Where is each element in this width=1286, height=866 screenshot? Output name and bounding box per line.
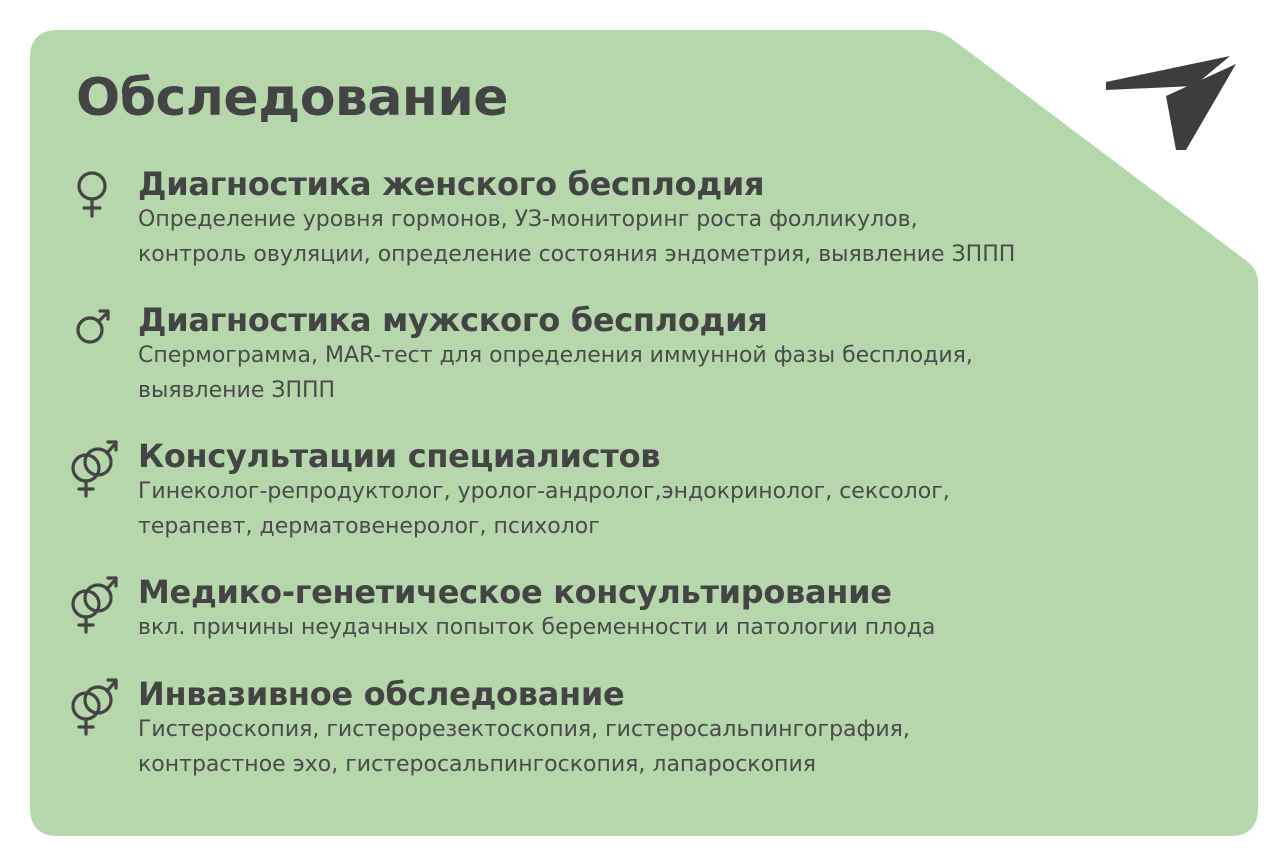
male-symbol-icon (66, 302, 122, 366)
paper-plane-logo-icon (1104, 56, 1236, 150)
interlocked-gender-icon (66, 676, 122, 740)
item-heading: Диагностика мужского бесплодия (138, 301, 768, 339)
page-title: Обследование (76, 68, 509, 128)
item-heading: Медико-генетическое консультирование (138, 573, 892, 611)
item-heading: Консультации специалистов (138, 437, 661, 475)
item-heading: Инвазивное обследование (138, 675, 625, 713)
item-description: Спермограмма, MAR-тест для определения иммунной фазы бесплодия, выявление ЗППП (138, 343, 973, 403)
item-description: Гинеколог-репродуктолог, уролог-андролог,эндокринолог, сексолог, терапевт, дерматовенеролог, психолог (138, 479, 950, 539)
interlocked-gender-icon (66, 438, 122, 502)
item-heading: Диагностика женского бесплодия (138, 165, 765, 203)
item-description: вкл. причины неудачных попыток беременности и патологии плода (138, 615, 936, 640)
item-description: Гистероскопия, гистерорезектоскопия, гистеросальпингография, контрастное эхо, гистеросальпингоскопия, лапароскопия (138, 717, 910, 777)
female-symbol-icon (66, 166, 122, 230)
item-description: Определение уровня гормонов, УЗ-мониторинг роста фолликулов, контроль овуляции, определение состояния эндометрия, выявление ЗППП (138, 207, 1016, 267)
interlocked-gender-icon (66, 574, 122, 638)
